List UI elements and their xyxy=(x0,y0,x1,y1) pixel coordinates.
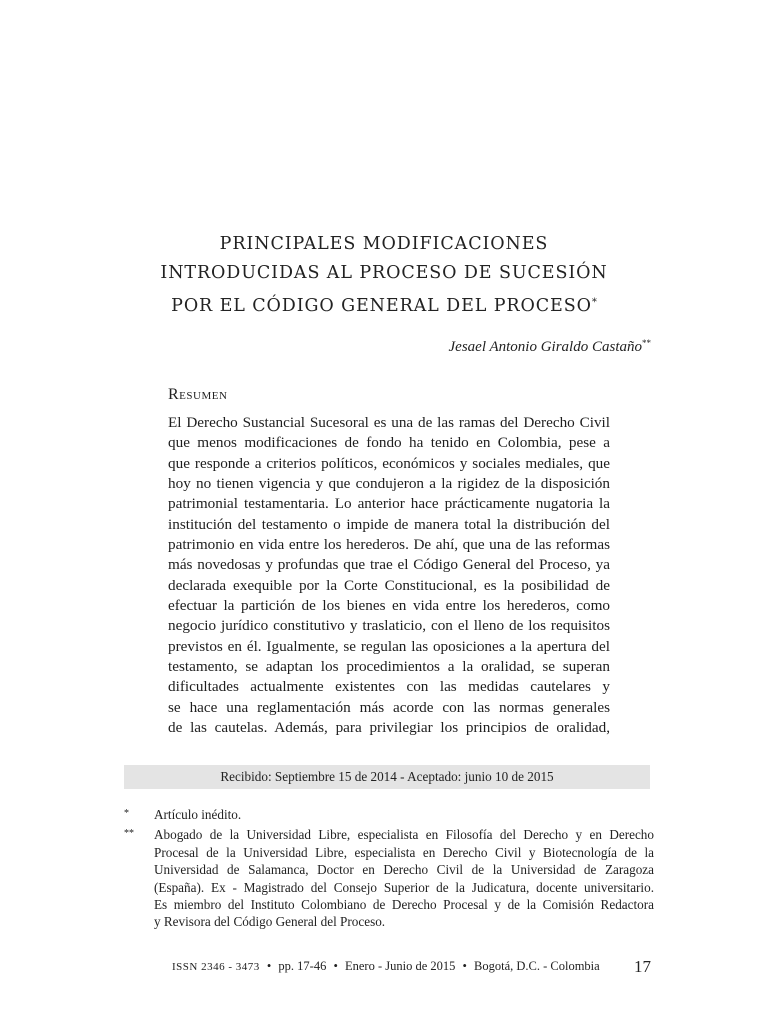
footnote-line: Procesal de la Universidad Libre, especialista en Derecho Civil y Biotecnología de la xyxy=(154,844,654,860)
title-line-1: PRINCIPALES MODIFICACIONES xyxy=(219,234,549,254)
footer-place: Bogotá, D.C. - Colombia xyxy=(474,959,600,973)
abstract-line: de las cautelas. Además, para privilegiar los principios de oralidad, xyxy=(168,719,610,737)
footnote-line: Es miembro del Instituto Colombiano de Derecho Procesal y de la Comisión Redactora xyxy=(154,897,654,913)
running-footer xyxy=(172,959,600,974)
received-accepted-bar xyxy=(124,765,650,789)
footnote-line: Artículo inédito. xyxy=(154,807,242,822)
abstract-line: patrimonial testamentaria. Lo anterior hace prácticamente nugatoria la xyxy=(168,495,610,513)
title-footnote-mark[interactable]: * xyxy=(591,297,597,308)
abstract-line: patrimonio en vida entre los herederos. De ahí, que una de las reformas xyxy=(168,536,610,554)
title-line-2: INTRODUCIDAS AL PROCESO DE SUCESIÓN xyxy=(160,263,608,283)
author-line xyxy=(449,338,651,356)
footer-separator: • xyxy=(333,959,338,973)
footer-period: Enero - Junio de 2015 xyxy=(344,959,456,973)
abstract-line: negocio jurídico constitutivo y traslaticio, con el lleno de los requisitos xyxy=(168,617,610,635)
footnote-mark: ** xyxy=(124,828,134,840)
abstract-line: más novedosas y profundas que trae el Código General del Proceso, ya xyxy=(168,556,610,574)
footer-separator: • xyxy=(462,959,467,973)
footer-pages: pp. 17-46 xyxy=(278,959,327,973)
received-accepted-text: Recibido: Septiembre 15 de 2014 - Aceptado: junio 10 de 2015 xyxy=(220,769,554,784)
abstract-line: que responde a criterios políticos, económicos y sociales mediales, que xyxy=(168,454,610,472)
abstract-line: efectuar la partición de los bienes en vida entre los herederos, como xyxy=(168,597,610,615)
author-name: Jesael Antonio Giraldo Castaño xyxy=(448,339,642,355)
title-line-3-text: POR EL CÓDIGO GENERAL DEL PROCESO xyxy=(171,296,592,316)
footnote-line: (España). Ex - Magistrado del Consejo Superior de la Judicatura, docente universitario. xyxy=(154,879,654,895)
footnotes xyxy=(124,806,654,934)
abstract-line: hoy no tienen vigencia y que condujeron a la rigidez de la disposición xyxy=(168,475,610,493)
footnote-mark: * xyxy=(124,808,129,819)
footer-issn: ISSN 2346 - 3473 xyxy=(172,961,260,973)
footnote-line: y Revisora del Código General del Proceso. xyxy=(154,914,386,930)
page-number: 17 xyxy=(634,957,651,976)
footnote-2 xyxy=(124,826,654,930)
title-line-3 xyxy=(120,288,648,321)
abstract-heading: Resumen xyxy=(168,386,228,403)
footnote-1 xyxy=(124,806,654,823)
footnote-line: Abogado de la Universidad Libre, especialista en Filosofía del Derecho y en Derecho xyxy=(154,827,654,843)
article-title xyxy=(120,230,648,321)
abstract-line: se hace una reglamentación más acorde con las normas generales xyxy=(168,698,610,716)
abstract-line: declarada exequible por la Corte Constitucional, es la posibilidad de xyxy=(168,576,610,594)
abstract-line: previstos en él. Igualmente, se regulan las oposiciones a la apertura del xyxy=(168,637,610,655)
author-footnote-mark[interactable]: ** xyxy=(642,338,651,348)
abstract-line: que menos modificaciones de fondo ha tenido en Colombia, pese a xyxy=(168,434,610,452)
abstract-line: testamento, se adaptan los procedimientos a la oralidad, se superan xyxy=(168,658,610,676)
footnote-line: Universidad de Salamanca, Doctor en Derecho Civil de la Universidad de Zaragoza xyxy=(154,862,654,878)
footer-separator: • xyxy=(266,959,272,973)
abstract-line: dificultades actualmente existentes con las medidas cautelares y xyxy=(168,678,610,696)
abstract-body xyxy=(168,413,610,739)
abstract-line: El Derecho Sustancial Sucesoral es una de las ramas del Derecho Civil xyxy=(168,414,610,431)
abstract-line: institución del testamento o impide de manera total la distribución del xyxy=(168,515,610,533)
